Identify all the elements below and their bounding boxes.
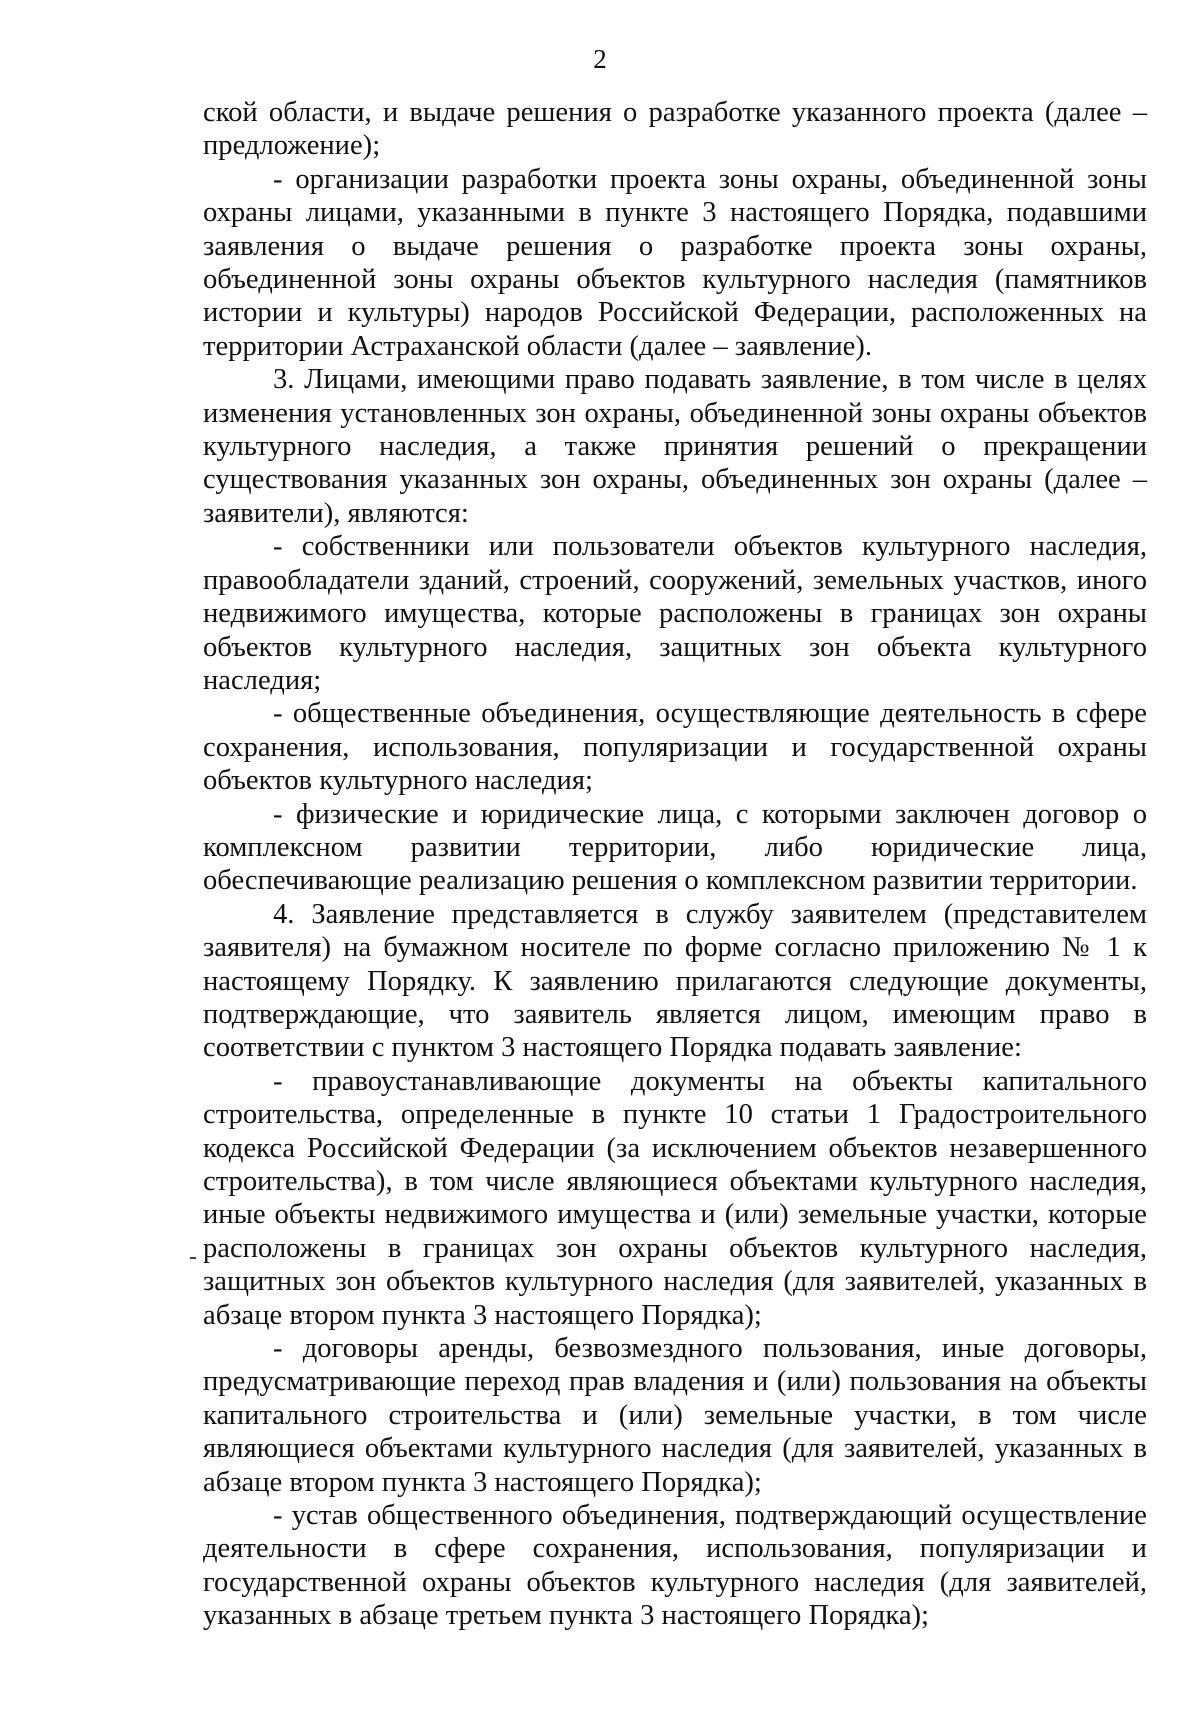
paragraph-list-item: - физические и юридические лица, с которыми заключен договор о комплексном развитии территории, либо юридические лица, обеспечивающие реализацию решения о комплексном развитии территории.: [203, 798, 1147, 897]
page-number: 2: [593, 44, 607, 74]
paragraph-list-item: - собственники или пользователи объектов культурного наследия, правообладатели зданий, строений, сооружений, земельных участков, иного недвижимого имущества, которые расположены в границах зон охраны объектов культурного наследия, защитных зон объекта культурного наследия;: [203, 531, 1147, 696]
document-body: [203, 96, 1147, 1633]
scan-artifact: [190, 1257, 196, 1259]
paragraph-section-3: 3. Лицами, имеющими право подавать заявление, в том числе в целях изменения установленных зон охраны, объединенной зоны охраны объектов культурного наследия, а также принятия решений о прекращении существования указанных зон охраны, объединенных зон охраны (далее – заявители), являются:: [203, 364, 1147, 529]
paragraph-list-item: - договоры аренды, безвозмездного пользования, иные договоры, предусматривающие переход прав владения и (или) пользования на объекты капитального строительства и (или) земельные участки, в том числе являющиеся объектами культурного наследия (для заявителей, указанных в абзаце втором пункта 3 настоящего Порядка);: [203, 1333, 1147, 1498]
paragraph-section-4: 4. Заявление представляется в службу заявителем (представителем заявителя) на бумажном носителе по форме согласно приложению № 1 к настоящему Порядку. К заявлению прилагаются следующие документы, подтверждающие, что заявитель является лицом, имеющим право в соответствии с пунктом 3 настоящего Порядка подавать заявление:: [203, 898, 1147, 1064]
paragraph-list-item: - общественные объединения, осуществляющие деятельность в сфере сохранения, использования, популяризации и государственной охраны объектов культурного наследия;: [203, 698, 1147, 797]
paragraph-list-item: - правоустанавливающие документы на объекты капитального строительства, определенные в пункте 10 статьи 1 Градостроительного кодекса Российской Федерации (за исключением объектов незавершенного строительства), в том числе являющиеся объектами культурного наследия, иные объекты недвижимого имущества и (или) земельные участки, которые расположены в границах зон охраны объектов культурного наследия, защитных зон объектов культурного наследия (для заявителей, указанных в абзаце втором пункта 3 настоящего Порядка);: [203, 1065, 1147, 1331]
paragraph-list-item: - организации разработки проекта зоны охраны, объединенной зоны охраны лицами, указанными в пункте 3 настоящего Порядка, подавшими заявления о выдаче решения о разработке проекта зоны охраны, объединенной зоны охраны объектов культурного наследия (памятников истории и культуры) народов Российской Федерации, расположенных на территории Астраханской области (далее – заявление).: [203, 163, 1147, 362]
paragraph-continuation: ской области, и выдаче решения о разработке указанного проекта (далее – предложение);: [203, 97, 1147, 162]
paragraph-list-item: - устав общественного объединения, подтверждающий осуществление деятельности в сфере сохранения, использования, популяризации и государственной охраны объектов культурного наследия (для заявителей, указанных в абзаце третьем пункта 3 настоящего Порядка);: [203, 1500, 1147, 1632]
